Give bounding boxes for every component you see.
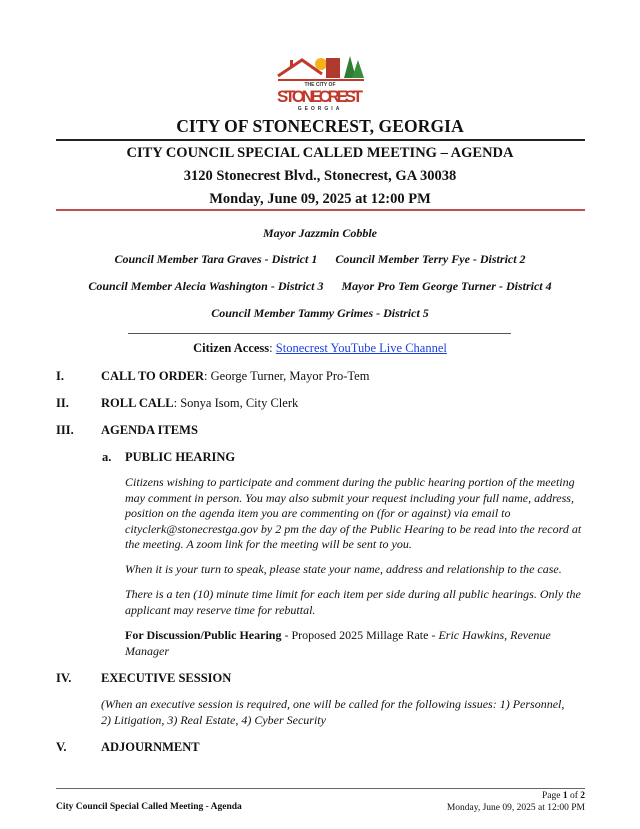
page-number: 1 <box>562 791 568 801</box>
mayor-line: Mayor Jazzmin Cobble <box>262 226 377 240</box>
city-title: CITY OF STONECREST, GEORGIA <box>176 116 464 136</box>
meeting-title: CITY COUNCIL SPECIAL CALLED MEETING – AGENDA <box>126 145 514 161</box>
citizen-access <box>0 341 640 356</box>
item-detail: : Sonya Isom, City Clerk <box>173 396 299 410</box>
discussion-item <box>125 628 595 659</box>
item-number: V. <box>56 740 67 754</box>
footer-info <box>447 790 585 814</box>
time-limit-note: There is a ten (10) minute time limit for each item per side during all public hearings. Only the applicant may reserve time for rebuttal. <box>125 587 581 617</box>
sun-icon <box>315 58 327 70</box>
footer-title: City Council Special Called Meeting - Agenda <box>56 802 242 812</box>
item-number: III. <box>56 423 74 437</box>
footer-datetime: Monday, June 09, 2025 at 12:00 PM <box>446 803 585 813</box>
item-title: CALL TO ORDER <box>101 369 205 383</box>
officials-divider <box>128 333 511 334</box>
discussion-presenter: Eric Hawkins, Revenue Manager <box>125 628 551 658</box>
item-number: I. <box>56 369 64 383</box>
page-indicator <box>447 790 585 802</box>
meeting-address: 3120 Stonecrest Blvd., Stonecrest, GA 30038 <box>183 168 457 184</box>
speaking-instructions: When it is your turn to speak, please state your name, address and relationship to the case. <box>125 562 562 576</box>
executive-session-note: (When an executive session is required, one will be called for the following issues: 1) Personnel, 2) Litigation, 3) Real Estate, 4) Cyber Security <box>101 697 565 727</box>
logo-name: STONECREST <box>277 87 363 106</box>
public-hearing-instructions: Citizens wishing to participate and comment during the public hearing portion of the meeting may comment in person. You may also submit your request including your full name, address, position on the agenda item you are commenting on (for or against) via email to cityclerk@stonecrestga.gov by 2 pm the day of the Public Hearing to be read into the record at the meeting. A zoom link for the meeting will be sent to you. <box>125 475 582 551</box>
official-district-1: Council Member Tara Graves - District 1 <box>114 252 318 266</box>
official-district-2: Council Member Terry Fye - District 2 <box>335 252 526 266</box>
item-label <box>101 671 231 686</box>
item-label <box>101 740 200 755</box>
item-detail: : George Turner, Mayor Pro-Tem <box>204 369 370 383</box>
logo-top-text: THE CITY OF <box>304 82 336 88</box>
discussion-topic: - Proposed 2025 Millage Rate - <box>281 628 439 642</box>
discussion-label: For Discussion/Public Hearing <box>125 628 282 642</box>
header-divider <box>56 139 585 141</box>
building-icon <box>326 58 340 78</box>
youtube-channel-link[interactable]: Stonecrest YouTube Live Channel <box>275 341 447 355</box>
item-title: AGENDA ITEMS <box>101 423 198 437</box>
page-total: 2 <box>580 791 585 801</box>
item-title: ADJOURNMENT <box>101 740 200 754</box>
logo-state: GEORGIA <box>297 106 343 112</box>
item-label <box>101 423 198 438</box>
item-title: EXECUTIVE SESSION <box>101 671 232 685</box>
item-title: ROLL CALL <box>101 396 174 410</box>
city-logo <box>272 52 368 112</box>
sub-item-title: PUBLIC HEARING <box>125 450 236 464</box>
official-district-4: Mayor Pro Tem George Turner - District 4 <box>341 279 552 293</box>
item-number: II. <box>56 396 69 410</box>
page-prefix: Page <box>541 791 563 801</box>
logo-graphic <box>272 52 368 112</box>
item-label <box>101 396 298 411</box>
sub-item-letter: a. <box>102 450 112 464</box>
header-red-divider <box>56 209 585 211</box>
citizen-access-label: Citizen Access <box>193 341 270 355</box>
official-district-5: Council Member Tammy Grimes - District 5 <box>211 306 429 320</box>
officials-row-3 <box>0 279 640 294</box>
official-district-3: Council Member Alecia Washington - District 3 <box>88 279 324 293</box>
page-of: of <box>567 791 581 801</box>
officials-row-2 <box>0 252 640 267</box>
footer-divider <box>56 788 585 789</box>
item-number: IV. <box>56 671 72 685</box>
meeting-datetime: Monday, June 09, 2025 at 12:00 PM <box>209 191 431 207</box>
citizen-access-sep: : <box>269 341 276 355</box>
item-label <box>101 369 369 384</box>
